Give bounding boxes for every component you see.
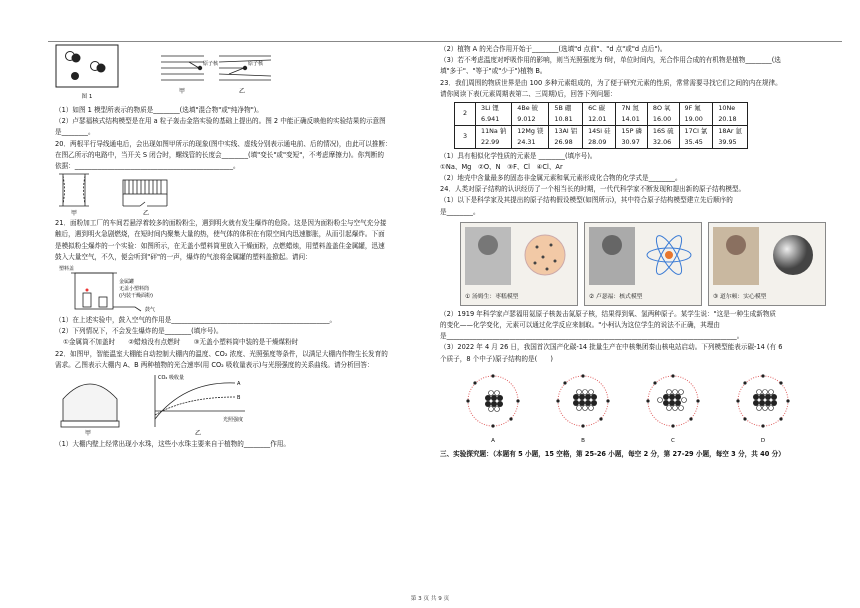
element-cell: 17Cl 氯 35.45: [679, 125, 713, 148]
q20-line3: 依据：________________________________________________。: [55, 162, 240, 171]
q24-line1: 24．人类对原子结构的认识经历了一个相当长的时期，一代代科学家不断发现和提出新的原子结构模型。: [440, 185, 746, 194]
q21-figure: [55, 263, 427, 315]
q21-options: ①金属筒不加盖时 ②蜡烛没有点燃时 ③无盖小塑料筒中装的是干燥煤粉时: [63, 338, 299, 347]
greenhouse-fig-label: 甲: [85, 430, 92, 438]
curve-a-label: A: [237, 381, 241, 388]
q21-part2: （2）下列情况下，不会发生爆炸的是________(填序号)。: [55, 327, 223, 336]
element-cell: 10Ne 20.18: [713, 103, 748, 126]
molecule-model-diagram: [55, 44, 119, 88]
element-cell: 8O 氧 16.00: [647, 103, 679, 126]
q24-part3-line1: （3）2022 年 4 月 26 日，我国首次国产化碳-14 批量生产在中核集团秦山核电站启动。下列模型能表示碳-14 (有 6: [440, 343, 783, 352]
element-cell: 12Mg 镁 24.31: [512, 125, 549, 148]
q19-part2-line1: （2）卢瑟福核式结构模型是在用 a 粒子轰击金箔实验的基础上提出的。图 2 中能正确反映他的实验结果的示意图: [55, 117, 386, 126]
q24-part3-line2: 个质子，8 个中子)原子结构的是( ): [440, 354, 553, 363]
option-a-label: A: [491, 438, 495, 445]
element-cell: 14Si 硅 28.09: [583, 125, 616, 148]
x-axis-label: 光照强度: [223, 417, 244, 424]
rutherford-portrait-and-model: [585, 223, 701, 293]
table-row: [455, 103, 748, 126]
q21-line4: 鼓入大量空气，不久，便会听到"砰"的一声，爆炸的气浪将金属罐的塑料盖掀起。请问：: [55, 252, 312, 261]
element-cell: 3Li 锂 6.941: [476, 103, 512, 126]
period-cell: 2: [455, 103, 476, 126]
q19-part1: （1）如图 1 模型所表示的物质是________(选填"混合物"或"纯净物")。: [55, 106, 263, 114]
blow-air-label: 鼓气: [145, 307, 156, 314]
rutherford-model-card: [584, 222, 702, 306]
page-footer: 第 3 页 共 9 页: [410, 596, 450, 602]
q23-part2: （2）地壳中含量最多的固态非金属元素和氧元素形成化合物的化学式是________。: [440, 173, 682, 182]
periodic-table: [454, 102, 748, 149]
dalton-caption: ③ 道尔顿：实心模型: [713, 293, 767, 300]
element-cell: 15P 磷 30.97: [616, 125, 647, 148]
q23-line2: 请你阅读下表(元素周期表第二、三周期)后，回答下列问题：: [440, 89, 617, 98]
graph-fig-label: 乙: [195, 430, 202, 438]
q22-part2: （2）植物 A 的光合作用开始于________(选填"d 点前"、"d 点"或"d 点后")。: [440, 45, 667, 53]
q19-figures: [55, 44, 427, 102]
element-cell: 18Ar 氩 39.95: [713, 125, 748, 148]
nucleus-label-a: 原子核: [203, 60, 219, 67]
element-cell: 16S 硫 32.06: [647, 125, 679, 148]
fig-jia-label: 甲: [71, 210, 78, 218]
rutherford-caption: ② 卢瑟福：核式模型: [589, 293, 643, 300]
element-cell: 5B 硼 10.81: [549, 103, 583, 126]
option-c[interactable]: [638, 373, 708, 447]
plastic-lid-label: 塑料盖: [59, 266, 75, 273]
q20-figures: [55, 172, 427, 218]
metal-can-label: 金属罐: [119, 279, 135, 286]
period-cell: 3: [455, 125, 476, 148]
q19-part2-line2: 是________。: [55, 128, 95, 137]
element-cell: 4Be 铍 9.012: [512, 103, 549, 126]
curve-b-label: B: [237, 395, 241, 402]
q24-part2-line1: （2）1919 年科学家卢瑟福用氦原子核轰击氮原子核，结果得到氧、氢两种原子。某学生说："这是一种生成新物质: [440, 309, 777, 318]
carbon14-options: [458, 373, 835, 447]
figure-1-caption: 图 1: [81, 93, 93, 100]
q22-part3-line1: （3）若不考虑温度对呼吸作用的影响，则当光照强度为 f时，单位时间内，光合作用合成的有机物是植物________(选: [440, 56, 781, 65]
q21-line3: 是模拟粉尘爆炸的一个实验：如图所示，在无盖小塑料筒里放入干燥面粉，点燃蜡烛，用塑料盖盖住金属罐，迅速: [55, 241, 385, 250]
q21-line1: 21．面粉加工厂的车间若悬浮着较多的面粉粉尘，遇到明火就有发生爆炸的危险。这是因为面粉粉尘与空气充分接: [55, 219, 387, 228]
atom-diagram-b: [548, 373, 618, 433]
figure-1: [55, 44, 119, 102]
figure-2-label-b: 乙: [239, 87, 246, 95]
table-row: [455, 125, 748, 148]
option-b[interactable]: [548, 373, 618, 447]
flour-label: (内装干燥面粉): [119, 293, 153, 300]
alpha-scattering-diagram: [159, 48, 274, 98]
q24-part2-line3: 是________________________________________________________________________________________。: [440, 332, 744, 341]
q24-part1-line2: 是________。: [440, 207, 480, 216]
q22-figures: [55, 371, 427, 439]
greenhouse-and-photosynthesis-graph: [55, 371, 255, 439]
thomson-caption: ① 汤姆生：枣糕模型: [465, 293, 519, 300]
q22-line2: 需求。乙图表示大棚内 A、B 两种植物的光合速率(用 CO₂ 吸收量表示)与光照强度的关系曲线。请分析回答：: [55, 360, 374, 369]
q23-line1: 23．我们周围的物质世界是由 100 多种元素组成的，为了便于研究元素的性质，常常需要寻找它们之间的内在规律。: [440, 78, 782, 87]
atom-diagram-a: [458, 373, 528, 433]
q23-part1: （1）具有相似化学性质的元素是 ________(填序号)。: [440, 151, 597, 160]
q23-part1-options: ①Na、Mg ②O、N ③F、Cl ④Cl、Ar: [440, 162, 563, 171]
option-a[interactable]: [458, 373, 528, 447]
q24-part2-line2: 的变化——化学变化，元素可以通过化学反应来制取。"小柯认为这位学生的说法不正确，其理由: [440, 321, 720, 329]
q21-part1: （1）在上述实验中，鼓入空气的作用是________________________________________________。: [55, 316, 337, 325]
dalton-portrait-and-model: [709, 223, 825, 293]
atom-model-images: [460, 222, 835, 306]
q22-part1: （1）大棚内壁上经常出现小水珠，这些小水珠主要来自于植物的________作用。: [55, 440, 290, 449]
q20-line2: 在图乙所示的电路中，当开关 S 闭合时，螺线管的长度会________(填"变长"或"变短"，不考虑摩擦力)。你判断的: [55, 150, 384, 159]
q21-line2: 触后，遇到明火急剧燃烧，在短时间内聚集大量的热，使气体的体积在有限空间内迅速膨胀，从而引起爆炸。下面: [55, 230, 385, 239]
figure-2: [159, 48, 274, 102]
element-cell: 7N 氮 14.01: [616, 103, 647, 126]
option-b-label: B: [581, 438, 585, 445]
option-d[interactable]: [728, 373, 798, 447]
dalton-model-card: [708, 222, 826, 306]
wires-and-solenoid-diagram: [55, 172, 185, 218]
right-column: [440, 44, 835, 460]
figure-2-label-a: 甲: [179, 87, 186, 95]
element-cell: 9F 氟 19.00: [679, 103, 713, 126]
atom-diagram-d: [728, 373, 798, 433]
element-cell: 11Na 钠 22.99: [476, 125, 512, 148]
q22-line1: 22．如图甲，智能温室大棚能自动控制大棚内的温度、CO₂ 浓度、光照强度等条件，以满足大棚内作物生长发育的: [55, 349, 388, 358]
section-3-heading: 三、实验探究题：（本题有 5 小题，15 空格，第 25-26 小题，每空 2 分，第 27-29 小题，每空 3 分，共 40 分）: [440, 449, 785, 458]
atom-diagram-c: [638, 373, 708, 433]
element-cell: 13Al 铝 26.98: [549, 125, 583, 148]
option-d-label: D: [760, 438, 766, 445]
element-cell: 6C 碳 12.01: [583, 103, 616, 126]
q20-line1: 20．两根平行导线通电后，会出现如图甲所示的现象(图中实线、虚线分别表示通电前、后的情况)，由此可以推断：: [55, 139, 392, 148]
thomson-portrait-and-model: [461, 223, 577, 293]
option-c-label: C: [671, 438, 675, 445]
page-top-rule: [48, 41, 842, 42]
nucleus-label-b: 原子核: [248, 60, 264, 67]
fig-yi-label: 乙: [143, 210, 150, 218]
q24-part1-line1: （1）以下是科学家及其提出的原子结构假设模型(如图所示)，其中符合原子结构模型建立先后顺序的: [440, 196, 733, 205]
left-column: [55, 44, 427, 450]
dust-explosion-apparatus: [55, 263, 195, 315]
cup-label: 无盖小塑料筒: [119, 286, 150, 293]
thomson-model-card: [460, 222, 578, 306]
q22-part3-line2: 填"多于"、"等于"或"少于")植物 B。: [440, 67, 547, 76]
y-axis-label: CO₂ 吸收量: [158, 375, 185, 382]
